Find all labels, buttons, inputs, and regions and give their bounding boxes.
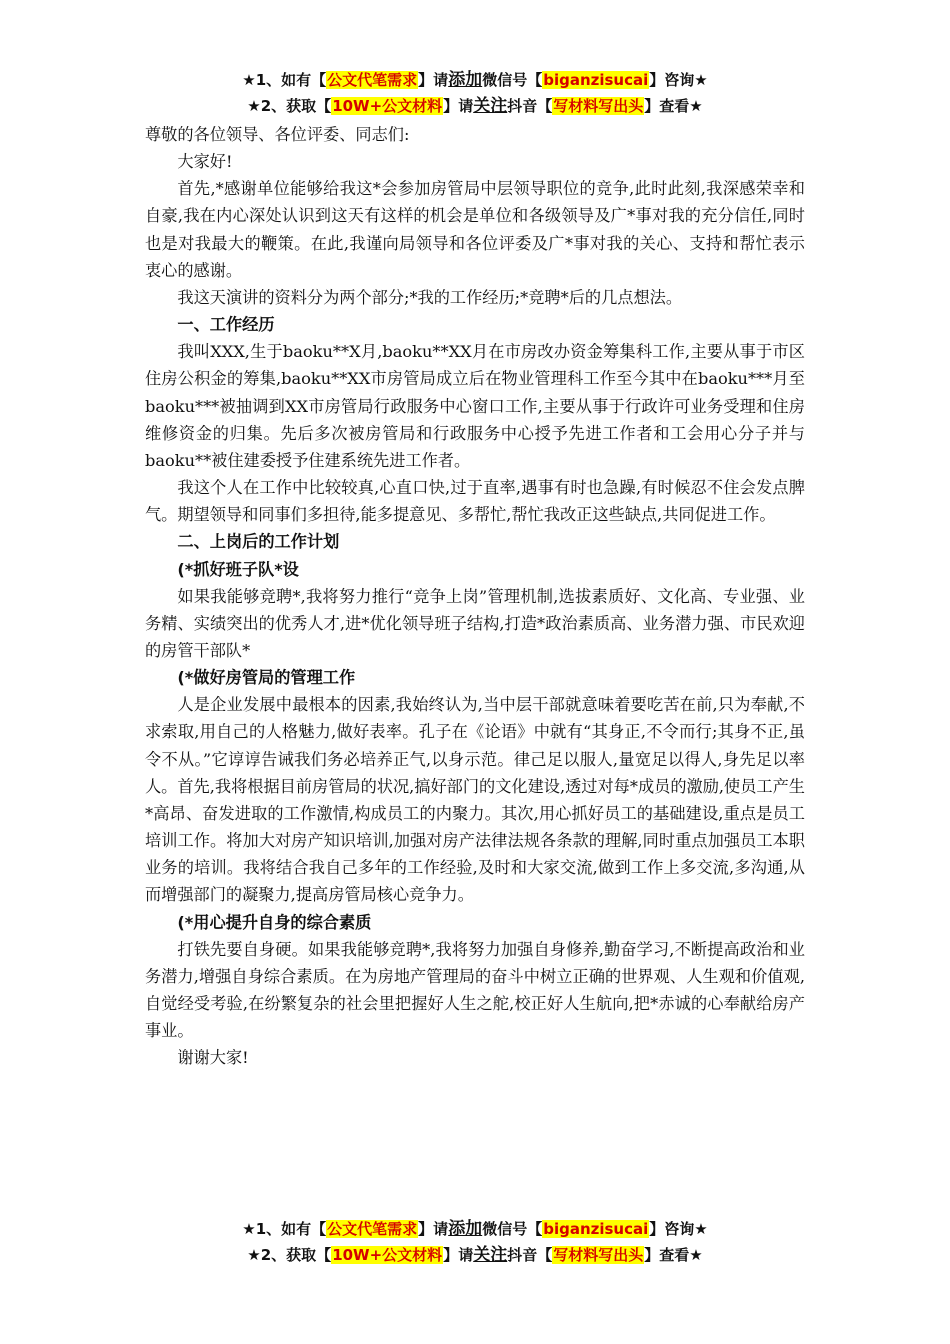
section-heading: 二、上岗后的工作计划 <box>177 532 340 552</box>
banner-emphasis: 添加 <box>448 70 483 90</box>
subsection-heading: (*抓好班子队*设 <box>177 559 299 579</box>
banner-text: ★2、获取【 <box>247 1246 332 1264</box>
banner-text: 】请 <box>443 97 474 115</box>
paragraph: 如果我能够竞聘*,我将努力推行“竞争上岗”管理机制,选拔素质好、文化高、专业强、业务精、实绩突出的优秀人才,进*优化领导班子结构,打造*政治素质高、业务潜力强、市民欢迎的房管干部队* <box>145 586 805 660</box>
banner-text: ★1、如有【 <box>242 71 327 89</box>
paragraph: 我这个人在工作中比较较真,心直口快,过于直率,遇事有时也急躁,有时候忍不住会发点脾气。期望领导和同事们多担待,能多提意见、多帮忙,帮忙我改正这些缺点,共同促进工作。 <box>145 478 805 525</box>
banner-highlight: 写材料写出头 <box>553 97 644 115</box>
paragraph: 我叫XXX,生于baoku**X月,baoku**XX月在市房改办资金筹集科工作,主要从事于市区住房公积金的筹集,baoku**XX市房管局成立后在物业管理科工作至今其中在baoku***月至baoku***被抽调到XX市房管局行政服务中心窗口工作,主要从事于行政许可业务受理和住房维修资金的归集。先后多次被房管局和行政服务中心授予先进工作者和工会用心分子并与baoku**被住建委授予住建系统先进工作者。 <box>145 342 805 470</box>
paragraph: 首先,*感谢单位能够给我这*会参加房管局中层领导职位的竞争,此时此刻,我深感荣幸和自豪,我在内心深处认识到这天有这样的机会是单位和各级领导及广*事对我的充分信任,同时也是对我最大的鞭策。在此,我谨向局领导和各位评委及广*事对我的关心、支持和帮忙表示衷心的感谢。 <box>145 179 805 280</box>
bottom-banner-line-1 <box>0 1218 950 1240</box>
subsection-heading: (*做好房管局的管理工作 <box>177 668 356 688</box>
banner-text: 】请 <box>418 71 449 89</box>
banner-highlight: biganzisucai <box>543 1220 649 1238</box>
banner-text: 】请 <box>443 1246 474 1264</box>
banner-highlight: 写材料写出头 <box>553 1246 644 1264</box>
banner-text: 】咨询★ <box>649 71 708 89</box>
banner-text: 】咨询★ <box>649 1220 708 1238</box>
banner-emphasis: 关注 <box>473 1245 508 1265</box>
top-banner-line-2 <box>0 95 950 117</box>
banner-text: ★2、获取【 <box>247 97 332 115</box>
closing: 谢谢大家! <box>177 1048 249 1068</box>
paragraph: 我这天演讲的资料分为两个部分;*我的工作经历;*竞聘*后的几点想法。 <box>177 287 683 307</box>
banner-text: ★1、如有【 <box>242 1220 327 1238</box>
subsection-heading: (*用心提升自身的综合素质 <box>177 912 372 932</box>
banner-text: 】查看★ <box>644 1246 703 1264</box>
speech-body <box>145 121 805 1071</box>
banner-highlight: 公文代笔需求 <box>327 71 418 89</box>
banner-highlight: 10W+公文材料 <box>332 97 443 115</box>
banner-text: 】请 <box>418 1220 449 1238</box>
salutation: 尊敬的各位领导、各位评委、同志们: <box>145 125 410 144</box>
banner-text: 微信号【 <box>482 1220 543 1238</box>
banner-highlight: 公文代笔需求 <box>327 1220 418 1238</box>
banner-text: 】查看★ <box>644 97 703 115</box>
paragraph: 人是企业发展中最根本的因素,我始终认为,当中层干部就意味着要吃苦在前,只为奉献,不求索取,用自己的人格魅力,做好表率。孔子在《论语》中就有“其身正,不令而行;其身不正,虽令不从。”它谆谆告诫我们务必培养正气,以身示范。律己足以服人,量宽足以得人,身先足以率人。首先,我将根据目前房管局的状况,搞好部门的文化建设,透过对每*成员的激励,使员工产生*高昂、奋发进取的工作激情,构成员工的内聚力。其次,用心抓好员工的基础建设,重点是员工培训工作。将加大对房产知识培训,加强对房产法律法规各条款的理解,同时重点加强员工本职业务的培训。我将结合我自己多年的工作经验,及时和大家交流,做到工作上多交流,多沟通,从而增强部门的凝聚力,提高房管局核心竞争力。 <box>145 695 805 905</box>
banner-text: 抖音【 <box>507 1246 553 1264</box>
banner-highlight: biganzisucai <box>543 71 649 89</box>
greeting: 大家好! <box>177 152 233 172</box>
banner-highlight: 10W+公文材料 <box>332 1246 443 1264</box>
banner-text: 抖音【 <box>507 97 553 115</box>
top-banner-line-1 <box>0 69 950 91</box>
section-heading: 一、工作经历 <box>177 315 275 335</box>
banner-emphasis: 关注 <box>473 96 508 116</box>
paragraph: 打铁先要自身硬。如果我能够竞聘*,我将努力加强自身修养,勤奋学习,不断提高政治和业务潜力,增强自身综合素质。在为房地产管理局的奋斗中树立正确的世界观、人生观和价值观,自觉经受考验,在纷繁复杂的社会里把握好人生之舵,校正好人生航向,把*赤诚的心奉献给房产事业。 <box>145 939 805 1041</box>
bottom-banner-line-2 <box>0 1244 950 1266</box>
banner-text: 微信号【 <box>482 71 543 89</box>
banner-emphasis: 添加 <box>448 1219 483 1239</box>
